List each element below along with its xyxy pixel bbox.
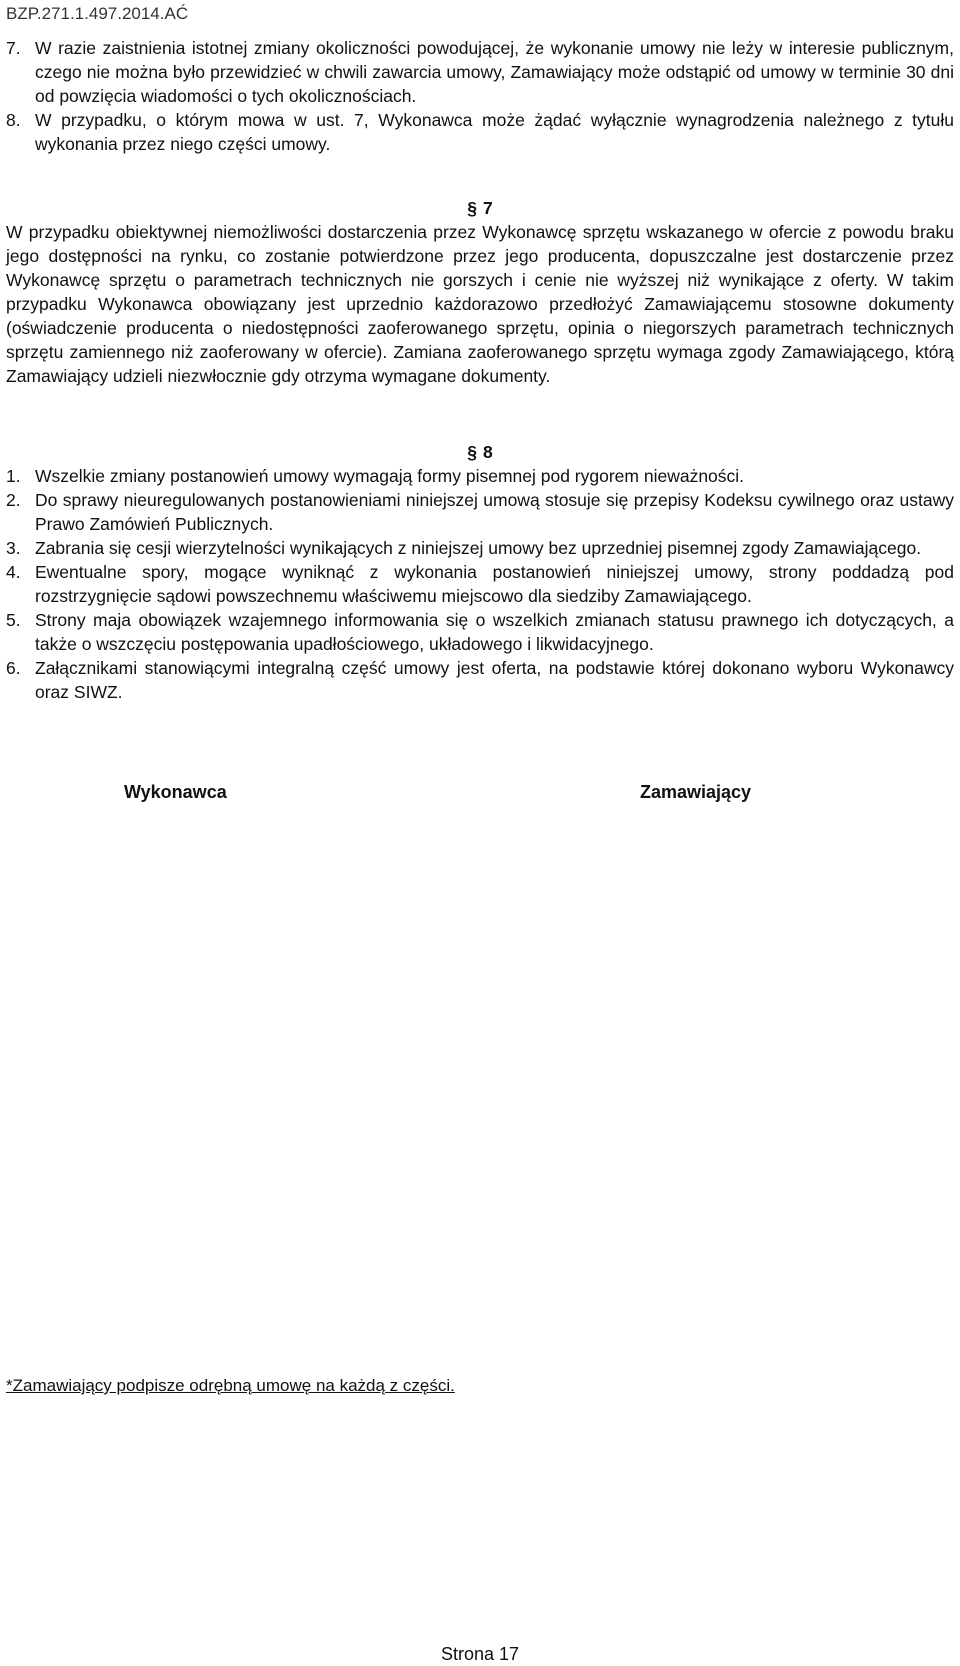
- section-sign-icon: §: [467, 198, 477, 218]
- list-item: [6, 36, 954, 108]
- list-item: [6, 536, 954, 560]
- footnote: *Zamawiający podpisze odrębną umowę na każdą z części.: [6, 1376, 455, 1395]
- section-8: [6, 440, 954, 704]
- item-number: 3.: [6, 538, 21, 558]
- section-heading: [6, 196, 954, 220]
- item-text: Zabrania się cesji wierzytelności wynikających z niniejszej umowy bez uprzedniej pisemnej zgody Zamawiającego.: [35, 538, 922, 558]
- top-items-list: [6, 36, 954, 156]
- section-heading: [6, 440, 954, 464]
- document-reference: BZP.271.1.497.2014.AĆ: [6, 4, 189, 23]
- item-text: Do sprawy nieuregulowanych postanowieniami niniejszej umową stosuje się przepisy Kodeksu cywilnego oraz ustawy Prawo Zamówień Publicznych.: [35, 490, 954, 534]
- list-item: [6, 656, 954, 704]
- item-number: 2.: [6, 490, 21, 510]
- item-text: Ewentualne spory, mogące wyniknąć z wykonania postanowień niniejszej umowy, strony poddadzą pod rozstrzygnięcie sądowi powszechnemu właściwemu miejscowo dla siedziby Zamawiającego.: [35, 562, 954, 606]
- item-number: 5.: [6, 610, 21, 630]
- item-number: 8.: [6, 110, 21, 130]
- item-number: 6.: [6, 658, 21, 678]
- item-text: Wszelkie zmiany postanowień umowy wymagają formy pisemnej pod rygorem nieważności.: [35, 466, 745, 486]
- list-item: [6, 488, 954, 536]
- section-number: 7: [483, 198, 493, 218]
- item-text: Załącznikami stanowiącymi integralną część umowy jest oferta, na podstawie której dokonano wyboru Wykonawcy oraz SIWZ.: [35, 658, 954, 702]
- section-paragraph: W przypadku obiektywnej niemożliwości dostarczenia przez Wykonawcę sprzętu wskazanego w ofercie z powodu braku jego dostępności na rynku, co zostanie potwierdzone przez jego producenta, dopuszczalne jest dostarczenie przez Wykonawcę sprzętu o parametrach technicznych nie gorszych i cenie nie wyższej niż wynikające z oferty. W takim przypadku Wykonawca obowiązany jest uprzednio każdorazowo przedłożyć Zamawiającemu stosowne dokumenty (oświadczenie producenta o niedostępności zaoferowanego sprzętu, opinia o niegorszych parametrach technicznych sprzętu zamiennego niż zaoferowany w ofercie). Zamiana zaoferowanego sprzętu wymaga zgody Zamawiającego, którą Zamawiający udzieli niezwłocznie gdy otrzyma wymagane dokumenty.: [6, 222, 954, 386]
- item-number: 7.: [6, 38, 21, 58]
- item-number: 4.: [6, 562, 21, 582]
- list-item: [6, 560, 954, 608]
- signature-block: [0, 780, 960, 810]
- section-sign-icon: §: [467, 442, 477, 462]
- list-item: [6, 464, 954, 488]
- item-text: Strony maja obowiązek wzajemnego informowania się o wszelkich zmianach statusu prawnego ich dotyczących, a także o wszczęciu postępowania upadłościowego, układowego i likwidacyjnego.: [35, 610, 954, 654]
- list-item: [6, 608, 954, 656]
- item-number: 1.: [6, 466, 21, 486]
- section-number: 8: [483, 442, 493, 462]
- section-7: [6, 196, 954, 388]
- item-text: W razie zaistnienia istotnej zmiany okoliczności powodującej, że wykonanie umowy nie leży w interesie publicznym, czego nie można było przewidzieć w chwili zawarcia umowy, Zamawiający może odstąpić od umowy w terminie 30 dni od powzięcia wiadomości o tych okolicznościach.: [35, 38, 954, 106]
- signature-contractor: Wykonawca: [124, 782, 227, 802]
- page-number: Strona 17: [440, 1644, 520, 1664]
- item-text: W przypadku, o którym mowa w ust. 7, Wykonawca może żądać wyłącznie wynagrodzenia należnego z tytułu wykonania przez niego części umowy.: [35, 110, 954, 154]
- signature-client: Zamawiający: [640, 782, 752, 802]
- list-item: [6, 108, 954, 156]
